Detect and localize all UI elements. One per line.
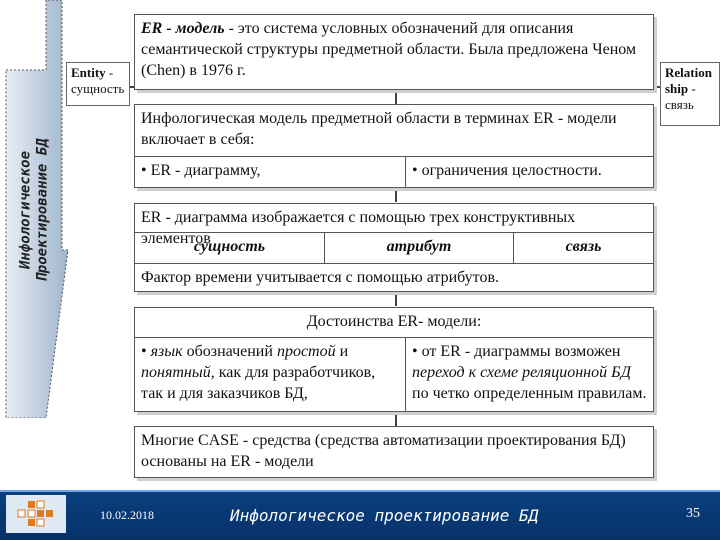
advantages-title: Достоинства ER- модели: (135, 308, 653, 338)
infological-model-box (134, 104, 654, 188)
entity-sub: сущность (71, 81, 125, 96)
entity-label (66, 62, 130, 106)
page-number: 35 (686, 506, 700, 521)
er-advantages-box (134, 307, 654, 412)
advantage-left-bullet: • (141, 343, 151, 360)
relation-sub: связь (665, 97, 694, 112)
advantage-left-text2: и (335, 343, 349, 360)
relation-title1: Relation (665, 65, 712, 80)
advantage-left-term1: язык (150, 343, 183, 360)
element-entity: сущность (135, 233, 325, 263)
connector-2 (395, 188, 397, 202)
element-relationship: связь (565, 238, 602, 255)
er-diagram-elements-box (134, 203, 654, 292)
connector-4 (395, 412, 397, 426)
advantage-left-text1: обозначений (182, 343, 277, 360)
connector-1 (395, 90, 397, 104)
relation-title2: ship (665, 81, 689, 96)
case-tools-box: Многие CASE - средства (средства автоматизации проектирования БД) основаны на ER - модели (134, 426, 654, 478)
logo-icon (6, 495, 66, 533)
er-model-term: ER - модель (141, 20, 225, 37)
element-attribute: атрибут (325, 233, 514, 263)
relationship-label (660, 62, 720, 126)
integrity-constraints-item: • ограничения целостности. (412, 162, 602, 179)
relationship-connector (654, 86, 660, 88)
relation-dash: - (688, 81, 696, 96)
er-model-definition-box (134, 14, 654, 90)
footer-date: 10.02.2018 (100, 508, 154, 522)
time-factor-note: Фактор времени учитывается с помощью атрибутов. (141, 269, 499, 286)
advantage-relational-transition (406, 338, 653, 411)
er-model-text: - это система условных обозначений для описания семантической структуры предметной области. Была предложена Ченом (Chen) в 1976 г. (141, 20, 637, 79)
advantage-left-term2: простой (276, 343, 336, 360)
entity-dash: - (105, 65, 114, 80)
advantage-left-text3: , как для разработчиков, так и для заказчиков БД, (141, 364, 376, 402)
side-vertical-title (4, 60, 66, 360)
elements-intro: ER - диаграмма изображается с помощью трех конструктивных элементов (135, 204, 653, 233)
advantage-simple-language (135, 338, 406, 411)
footer-title: Инфологическое проектирование БД (230, 506, 539, 525)
side-title-line2: Проектирование БД (35, 138, 52, 282)
er-diagram-item: • ER - диаграмму, (135, 157, 406, 187)
side-title-line1: Инфологическое (18, 150, 35, 270)
advantage-right-text1: • от ER - диаграммы возможен (412, 343, 621, 360)
infological-intro: Инфологическая модель предметной области в терминах ER - модели включает в себя: (135, 105, 653, 157)
entity-title: Entity (71, 65, 106, 80)
advantage-left-term3: понятный (141, 364, 211, 381)
connector-3 (395, 292, 397, 306)
advantage-right-text2: по четко определенным правилам. (412, 385, 647, 402)
advantage-right-term: переход к схеме реляционной БД (412, 364, 631, 381)
